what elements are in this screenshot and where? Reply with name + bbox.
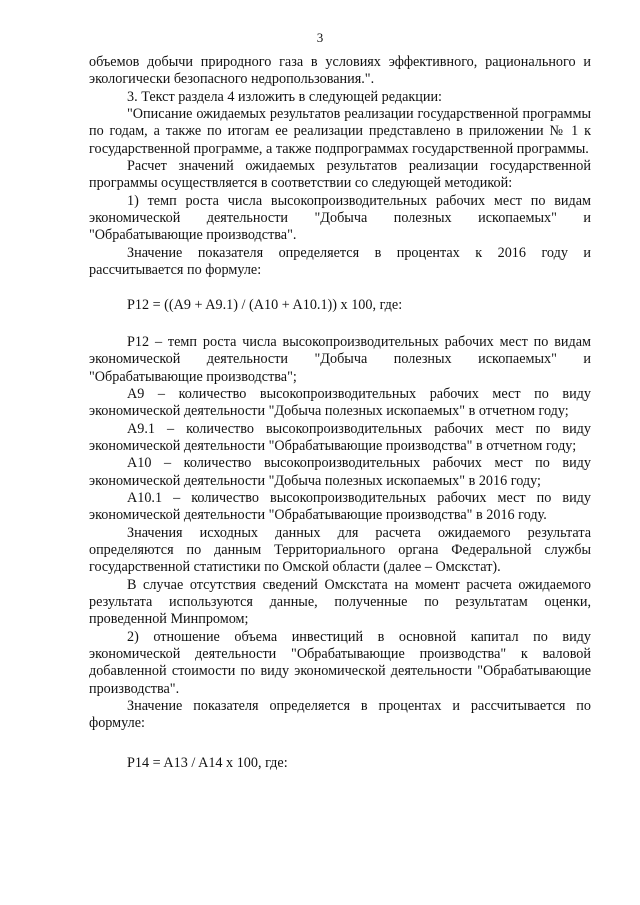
paragraph-methodology: Расчет значений ожидаемых результатов реализации государственной программы осуществляется в соответствии со следующей методикой: [89,158,591,192]
paragraph-continuation: объемов добычи природного газа в условиях эффективного, рационального и экологически безопасного недропользования.". [89,54,591,88]
definition-a10: A10 – количество высокопроизводительных рабочих мест по виду экономической деятельности "Добыча полезных ископаемых" в 2016 году; [89,455,591,489]
document-body [89,54,591,791]
definition-p12: P12 – темп роста числа высокопроизводительных рабочих мест по видам экономической деятельности "Добыча полезных ископаемых" и "Обрабатывающие производства"; [89,333,591,385]
formula-p12: P12 = ((A9 + A9.1) / (A10 + A10.1)) x 100, где: [127,297,403,314]
page-number: 3 [316,30,324,45]
paragraph-indicator-1-calc: Значение показателя определяется в процентах к 2016 году и рассчитывается по формуле: [89,244,591,279]
paragraph-indicator-2: 2) отношение объема инвестиций в основной капитал по виду экономической деятельности "Обрабатывающие производства" к валовой добавленной стоимости по виду экономической деятельности "Обрабатывающие производства". [89,628,591,697]
definition-a9: A9 – количество высокопроизводительных рабочих мест по виду экономической деятельности "Добыча полезных ископаемых" в отчетном году; [89,385,591,420]
paragraph-source-data: Значения исходных данных для расчета ожидаемого результата определяются по данным Территориального органа Федеральной службы государственной статистики по Омской области (далее – Омскстат). [89,524,591,576]
paragraph-indicator-2-calc: Значение показателя определяется в процентах и рассчитывается по формуле: [89,698,591,732]
paragraph-description: "Описание ожидаемых результатов реализации государственной программы по годам, а также по итогам ее реализации представлено в приложении № 1 к государственной программе, а также подпрограммах государственной программы. [89,106,591,157]
paragraph-indicator-1: 1) темп роста числа высокопроизводительных рабочих мест по видам экономической деятельности "Добыча полезных ископаемых" и "Обрабатывающие производства". [89,192,591,244]
definition-a10-1: A10.1 – количество высокопроизводительных рабочих мест по виду экономической деятельности "Обрабатывающие производства" в 2016 году. [89,489,591,524]
formula-p14: P14 = A13 / A14 x 100, где: [127,754,288,771]
definition-a9-1: A9.1 – количество высокопроизводительных рабочих мест по виду экономической деятельности "Обрабатывающие производства" в отчетном году; [89,420,591,454]
paragraph-absence-case: В случае отсутствия сведений Омскстата на момент расчета ожидаемого результата используются данные, полученные по результатам оценки, проведенной Минпромом; [89,576,591,628]
paragraph-item-3: 3. Текст раздела 4 изложить в следующей редакции: [127,88,442,105]
